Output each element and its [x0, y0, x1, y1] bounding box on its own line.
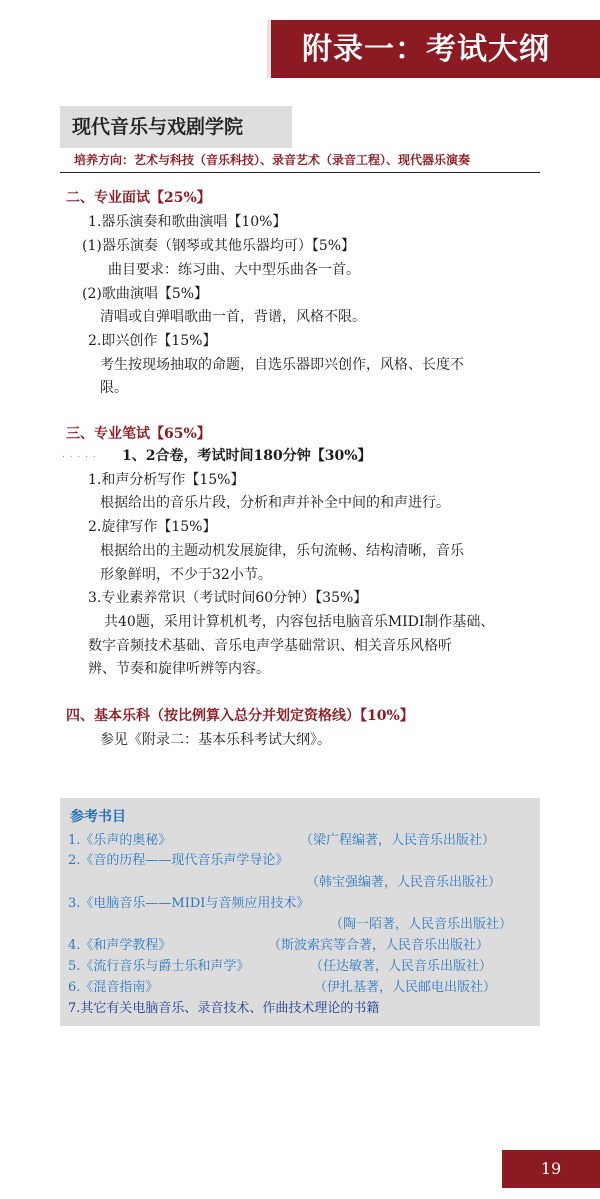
reference-item: 1.《乐声的奥秘》	[68, 833, 172, 848]
college-title: 现代音乐与戏剧学院	[72, 116, 244, 138]
training-direction: 培养方向：艺术与科技（音乐科技）、录音艺术（录音工程）、现代器乐演奏	[74, 153, 471, 167]
reference-publisher: （伊扎基著，人民邮电出版社）	[314, 980, 497, 995]
basic-note: 参见《附录二：基本乐科考试大纲》。	[100, 732, 331, 748]
reference-item: 4.《和声学教程》	[68, 938, 172, 953]
section-written-heading	[66, 424, 211, 444]
interview-line: 考生按现场抽取的命题，自选乐器即兴创作，风格、长度不	[100, 357, 464, 373]
section-interview-title: 二、专业面试	[66, 190, 150, 206]
reference-item: 7.其它有关电脑音乐、录音技术、作曲技术理论的书籍	[68, 1001, 380, 1016]
section-written-title: 三、专业笔试	[66, 426, 150, 442]
written-line: 根据给出的主题动机发展旋律，乐句流畅、结构清晰，音乐	[100, 543, 464, 559]
reference-publisher: （韩宝强编著，人民音乐出版社）	[306, 875, 502, 890]
reference-item: 5.《流行音乐与爵士乐和声学》	[68, 959, 250, 974]
interview-line: 曲目要求：练习曲、大中型乐曲各一首。	[108, 262, 360, 278]
section-interview-heading	[66, 188, 211, 208]
reference-publisher: （梁广程编著，人民音乐出版社）	[300, 833, 496, 848]
written-line: 2.旋律写作【15%】	[88, 519, 217, 535]
reference-publisher: （陶一陌著，人民音乐出版社）	[330, 917, 513, 932]
interview-line: 1.器乐演奏和歌曲演唱【10%】	[88, 214, 287, 230]
section-written-weight: 【65%】	[150, 426, 211, 442]
written-line: 根据给出的音乐片段，分析和声并补全中间的和声进行。	[100, 495, 450, 511]
written-line: 辨、节奏和旋律听辨等内容。	[88, 661, 270, 677]
reference-item: 2.《音的历程——现代音乐声学导论》	[68, 853, 289, 868]
interview-line: (1)器乐演奏（钢琴或其他乐器均可）【5%】	[82, 238, 356, 254]
written-line: 1.和声分析写作【15%】	[88, 472, 245, 488]
interview-line: 清唱或自弹唱歌曲一首，背谱，风格不限。	[100, 309, 366, 325]
reference-publisher: （斯波索宾等合著，人民音乐出版社）	[268, 938, 490, 953]
section-basic-title: 四、基本乐科（按比例算入总分并划定资格线）【10%】	[66, 708, 414, 724]
page-number: 19	[540, 1159, 562, 1178]
section-interview-weight: 【25%】	[150, 190, 211, 206]
leader-dots: . . . . .	[62, 450, 97, 460]
reference-publisher: （任达敏著，人民音乐出版社）	[310, 959, 493, 974]
written-exam-note: 1、2合卷，考试时间180分钟【30%】	[122, 448, 372, 464]
page-title: 附录一：考试大纲	[302, 32, 550, 67]
written-line: 形象鲜明，不少于32小节。	[100, 567, 272, 583]
written-line: 数字音频技术基础、音乐电声学基础常识、相关音乐风格听	[88, 638, 452, 654]
written-line: 3.专业素养常识（考试时间60分钟）【35%】	[88, 590, 368, 606]
references-title: 参考书目	[70, 809, 126, 825]
reference-item: 3.《电脑音乐——MIDI与音频应用技术》	[68, 896, 310, 911]
divider	[60, 172, 540, 173]
interview-line: (2)歌曲演唱【5%】	[82, 286, 209, 302]
reference-item: 6.《混音指南》	[68, 980, 159, 995]
interview-line: 限。	[100, 380, 128, 396]
written-line: 共40题，采用计算机机考，内容包括电脑音乐MIDI制作基础、	[104, 614, 495, 630]
interview-line: 2.即兴创作【15%】	[88, 333, 217, 349]
